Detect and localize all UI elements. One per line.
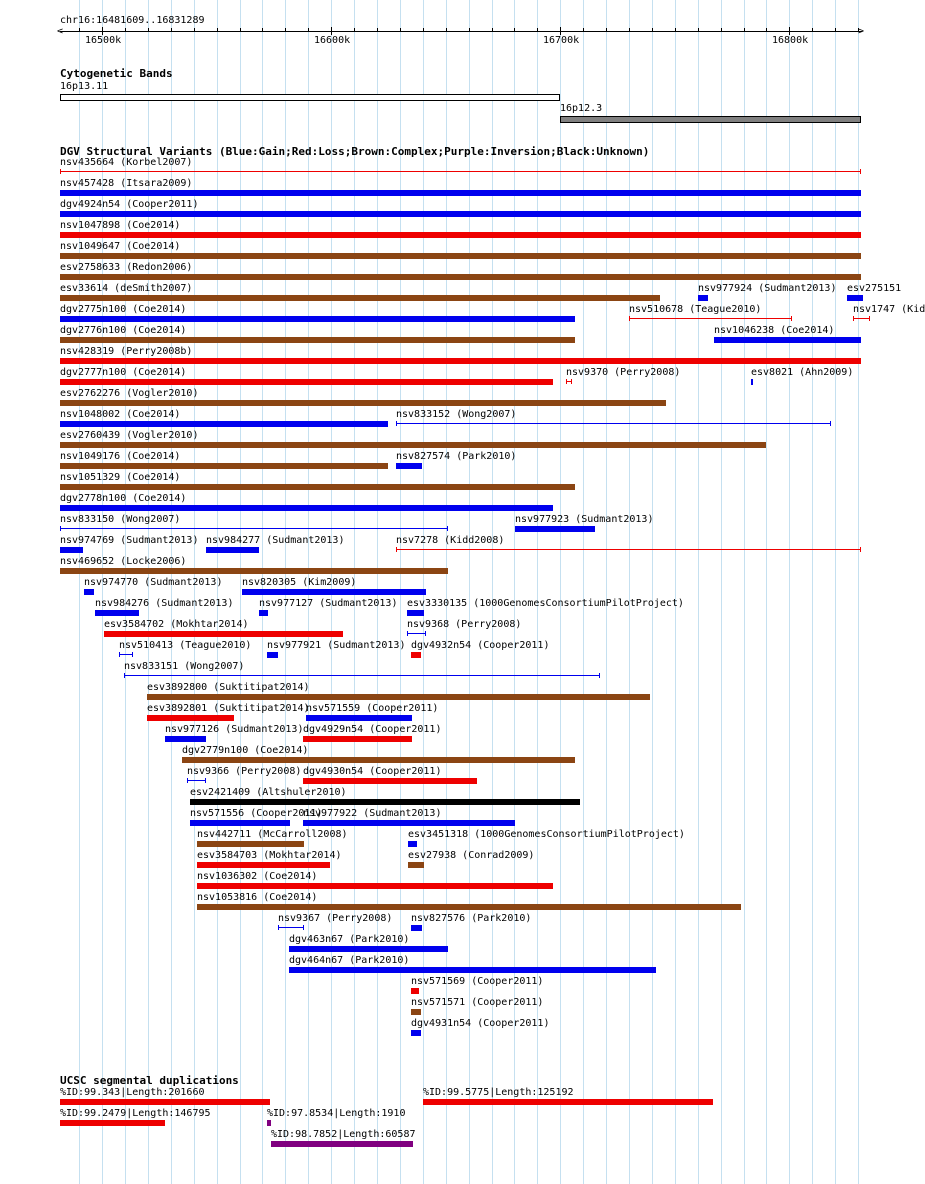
dgv-label: dgv2775n100 (Coe2014) [60,304,187,315]
dgv-feature[interactable] [259,610,268,616]
dgv-feature[interactable] [60,253,861,259]
dgv-feature[interactable] [60,211,861,217]
dgv-feature[interactable] [147,715,234,721]
segdup-label: %ID:97.8534|Length:1910 [267,1108,406,1119]
dgv-feature-cap [599,673,600,678]
gridline [721,0,722,1184]
ruler-tick-label: 16700k [543,35,580,46]
dgv-label: dgv4932n54 (Cooper2011) [411,640,550,651]
ruler-minor-tick [744,28,745,31]
ruler-minor-tick [240,28,241,31]
dgv-feature[interactable] [84,589,94,595]
dgv-label: nsv9366 (Perry2008) [187,766,302,777]
dgv-label: dgv4931n54 (Cooper2011) [411,1018,550,1029]
cytoband-block[interactable] [60,94,560,101]
dgv-feature[interactable] [60,358,861,364]
gridline [812,0,813,1184]
dgv-feature[interactable] [303,736,412,742]
dgv-feature[interactable] [60,484,575,490]
dgv-feature[interactable] [104,631,343,637]
dgv-feature-cap [60,169,61,174]
dgv-feature[interactable] [411,652,421,658]
dgv-label: nsv1036302 (Coe2014) [197,871,318,882]
dgv-label: nsv820305 (Kim2009) [242,577,357,588]
ruler-minor-tick [514,28,515,31]
dgv-feature[interactable] [60,505,553,511]
dgv-label: esv2421409 (Altshuler2010) [190,787,347,798]
dgv-feature[interactable] [714,337,861,343]
dgv-feature[interactable] [289,946,448,952]
ruler-minor-tick [423,28,424,31]
dgv-label: nsv1048002 (Coe2014) [60,409,181,420]
ruler-minor-tick [652,28,653,31]
ruler-minor-tick [766,28,767,31]
dgv-feature[interactable] [407,610,424,616]
ruler-minor-tick [285,28,286,31]
dgv-label: esv27938 (Conrad2009) [408,850,535,861]
dgv-label: nsv1049647 (Coe2014) [60,241,181,252]
dgv-feature[interactable] [303,820,515,826]
gridline [606,0,607,1184]
dgv-label: dgv463n67 (Park2010) [289,934,410,945]
gridline [652,0,653,1184]
dgv-label: nsv974769 (Sudmant2013) [60,535,199,546]
dgv-label: esv3451318 (1000GenomesConsortiumPilotProject) [408,829,685,840]
dgv-feature[interactable] [190,799,580,805]
dgv-label: dgv2776n100 (Coe2014) [60,325,187,336]
gridline [240,0,241,1184]
dgv-feature[interactable] [60,463,388,469]
dgv-label: nsv442711 (McCarroll2008) [197,829,348,840]
dgv-label: nsv1049176 (Coe2014) [60,451,181,462]
gridline [583,0,584,1184]
dgv-label: nsv571569 (Cooper2011) [411,976,544,987]
dgv-feature-cap [205,778,206,783]
dgv-feature[interactable] [411,1009,421,1015]
dgv-label: dgv4924n54 (Cooper2011) [60,199,199,210]
dgv-feature-cap [566,379,567,384]
dgv-feature[interactable] [60,528,448,529]
dgv-feature[interactable] [411,988,419,994]
dgv-feature[interactable] [60,442,766,448]
segdup-feature[interactable] [60,1099,270,1105]
ruler-arrow: > [858,26,865,37]
dgv-feature[interactable] [197,883,553,889]
ruler-minor-tick [835,28,836,31]
dgv-feature[interactable] [60,547,83,553]
gridline [744,0,745,1184]
dgv-label: nsv984276 (Sudmant2013) [95,598,234,609]
dgv-feature[interactable] [751,379,753,385]
dgv-label: nsv1047898 (Coe2014) [60,220,181,231]
dgv-label: nsv827574 (Park2010) [396,451,517,462]
dgv-feature[interactable] [306,715,412,721]
dgv-feature-cap [853,316,854,321]
dgv-feature-cap [187,778,188,783]
gridline [766,0,767,1184]
dgv-feature[interactable] [698,295,708,301]
ruler-minor-tick [492,28,493,31]
dgv-label: nsv9368 (Perry2008) [407,619,522,630]
ruler-major-tick [560,27,561,35]
dgv-feature[interactable] [408,841,417,847]
dgv-feature-cap [860,169,861,174]
dgv-feature[interactable] [197,841,304,847]
dgv-feature-cap [407,631,408,636]
ruler-major-tick [102,27,103,35]
dgv-label: nsv469652 (Locke2006) [60,556,187,567]
dgv-feature[interactable] [190,820,290,826]
dgv-feature[interactable] [411,925,422,931]
dgv-feature-cap [830,421,831,426]
ruler-minor-tick [377,28,378,31]
dgv-label: esv2760439 (Vogler2010) [60,430,199,441]
ruler-minor-tick [354,28,355,31]
dgv-label: nsv1747 (Kid [853,304,925,315]
dgv-label: nsv510678 (Teague2010) [629,304,762,315]
dgv-feature[interactable] [289,967,656,973]
dgv-label: esv3892801 (Suktitipat2014) [147,703,310,714]
ruler-minor-tick [262,28,263,31]
segdup-feature[interactable] [423,1099,713,1105]
ruler-minor-tick [125,28,126,31]
dgv-label: esv3584702 (Mokhtar2014) [104,619,249,630]
ruler-minor-tick [79,28,80,31]
dgv-feature[interactable] [60,379,553,385]
dgv-feature-cap [571,379,572,384]
dgv-feature-cap [629,316,630,321]
ruler-minor-tick [606,28,607,31]
dgv-label: nsv833152 (Wong2007) [396,409,517,420]
ruler-minor-tick [721,28,722,31]
dgv-label: esv2758633 (Redon2006) [60,262,193,273]
dgv-label: esv275151 [847,283,902,294]
dgv-label: nsv1051329 (Coe2014) [60,472,181,483]
dgv-label: nsv833150 (Wong2007) [60,514,181,525]
dgv-label: dgv464n67 (Park2010) [289,955,410,966]
ruler-major-tick [789,27,790,35]
segdup-feature[interactable] [271,1141,413,1147]
gridline [789,0,790,1184]
dgv-label: nsv571571 (Cooper2011) [411,997,544,1008]
ruler-minor-tick [583,28,584,31]
dgv-label: nsv428319 (Perry2008b) [60,346,193,357]
dgv-label: esv3892800 (Suktitipat2014) [147,682,310,693]
dgv-feature[interactable] [206,547,259,553]
dgv-label: dgv2779n100 (Coe2014) [182,745,309,756]
dgv-feature[interactable] [95,610,139,616]
segdup-track-title: UCSC segmental duplications [60,1074,239,1087]
dgv-label: nsv977127 (Sudmant2013) [259,598,398,609]
dgv-feature[interactable] [847,295,863,301]
segdup-label: %ID:99.2479|Length:146795 [60,1108,211,1119]
dgv-feature-cap [124,673,125,678]
dgv-feature[interactable] [411,1030,421,1036]
dgv-feature[interactable] [165,736,206,742]
dgv-label: dgv4930n54 (Cooper2011) [303,766,442,777]
gridline [698,0,699,1184]
dgv-feature[interactable] [278,927,304,928]
dgv-label: nsv1053816 (Coe2014) [197,892,318,903]
cytoband-track-title: Cytogenetic Bands [60,67,173,80]
ruler-tick-label: 16500k [85,35,122,46]
ruler-tick-label: 16600k [314,35,351,46]
dgv-label: esv3330135 (1000GenomesConsortiumPilotProject) [407,598,684,609]
dgv-label: dgv4929n54 (Cooper2011) [303,724,442,735]
ruler-minor-tick [217,28,218,31]
dgv-feature[interactable] [60,421,388,427]
gridline [560,0,561,1184]
segdup-label: %ID:99.343|Length:201660 [60,1087,205,1098]
dgv-label: nsv571556 (Cooper2011) [190,808,323,819]
dgv-feature-cap [860,547,861,552]
ruler-range-label: chr16:16481609..16831289 [60,15,205,26]
dgv-label: nsv435664 (Korbel2007) [60,157,193,168]
dgv-feature[interactable] [187,780,206,781]
segdup-label: %ID:99.5775|Length:125192 [423,1087,574,1098]
dgv-feature[interactable] [396,549,861,550]
dgv-feature-cap [278,925,279,930]
dgv-feature[interactable] [303,778,477,784]
dgv-feature-cap [396,547,397,552]
dgv-label: nsv833151 (Wong2007) [124,661,245,672]
dgv-feature-cap [791,316,792,321]
dgv-feature[interactable] [60,190,861,196]
dgv-feature[interactable] [147,694,650,700]
gridline [194,0,195,1184]
ruler-axis [60,31,862,32]
ruler-arrow: < [57,26,64,37]
dgv-label: nsv984277 (Sudmant2013) [206,535,345,546]
dgv-feature[interactable] [60,316,575,322]
dgv-track-title: DGV Structural Variants (Blue:Gain;Red:Loss;Brown:Complex;Purple:Inversion;Black:Unknown) [60,145,650,158]
dgv-feature[interactable] [197,904,741,910]
dgv-label: nsv1046238 (Coe2014) [714,325,835,336]
segdup-feature[interactable] [267,1120,271,1126]
ruler-minor-tick [537,28,538,31]
dgv-feature-cap [869,316,870,321]
dgv-label: nsv510413 (Teague2010) [119,640,252,651]
dgv-feature[interactable] [515,526,595,532]
dgv-label: dgv2777n100 (Coe2014) [60,367,187,378]
dgv-label: nsv977922 (Sudmant2013) [303,808,442,819]
gridline [217,0,218,1184]
cytoband-label: 16p13.11 [60,81,109,92]
gridline [629,0,630,1184]
dgv-feature[interactable] [242,589,426,595]
dgv-label: dgv2778n100 (Coe2014) [60,493,187,504]
dgv-feature[interactable] [267,652,278,658]
dgv-label: nsv457428 (Itsara2009) [60,178,193,189]
ruler-minor-tick [148,28,149,31]
ruler-minor-tick [171,28,172,31]
ruler-major-tick [331,27,332,35]
dgv-feature[interactable] [407,633,426,634]
ruler-minor-tick [675,28,676,31]
ruler-minor-tick [469,28,470,31]
dgv-feature[interactable] [396,423,831,424]
dgv-feature[interactable] [60,274,861,280]
segdup-feature[interactable] [60,1120,165,1126]
dgv-feature[interactable] [629,318,792,319]
dgv-label: nsv977923 (Sudmant2013) [515,514,654,525]
dgv-feature[interactable] [853,318,870,319]
cytoband-label: 16p12.3 [560,103,603,114]
dgv-label: esv8021 (Ahn2009) [751,367,854,378]
dgv-feature-cap [60,526,61,531]
dgv-feature-cap [303,925,304,930]
ruler-minor-tick [308,28,309,31]
ruler-minor-tick [400,28,401,31]
dgv-label: esv33614 (deSmith2007) [60,283,193,294]
dgv-feature-cap [447,526,448,531]
dgv-label: esv2762276 (Vogler2010) [60,388,199,399]
ruler-minor-tick [194,28,195,31]
gridline [858,0,859,1184]
dgv-label: nsv9367 (Perry2008) [278,913,393,924]
segdup-label: %ID:98.7852|Length:60587 [271,1129,416,1140]
dgv-label: nsv977921 (Sudmant2013) [267,640,406,651]
dgv-feature[interactable] [60,232,861,238]
dgv-feature[interactable] [60,400,666,406]
dgv-feature[interactable] [124,675,600,676]
dgv-label: nsv977924 (Sudmant2013) [698,283,837,294]
cytoband-block[interactable] [560,116,861,123]
dgv-feature[interactable] [60,568,448,574]
dgv-label: nsv7278 (Kidd2008) [396,535,505,546]
dgv-feature-cap [396,421,397,426]
ruler-minor-tick [629,28,630,31]
dgv-feature[interactable] [396,463,422,469]
dgv-feature-cap [132,652,133,657]
dgv-feature[interactable] [60,295,660,301]
dgv-label: nsv571559 (Cooper2011) [306,703,439,714]
dgv-label: nsv974770 (Sudmant2013) [84,577,223,588]
dgv-label: esv3584703 (Mokhtar2014) [197,850,342,861]
dgv-feature[interactable] [408,862,424,868]
dgv-feature[interactable] [60,171,861,172]
gridline [835,0,836,1184]
dgv-label: nsv827576 (Park2010) [411,913,532,924]
gridline [675,0,676,1184]
ruler-minor-tick [446,28,447,31]
ruler-minor-tick [698,28,699,31]
dgv-feature-cap [119,652,120,657]
dgv-feature-cap [425,631,426,636]
dgv-label: nsv9370 (Perry2008) [566,367,681,378]
dgv-feature[interactable] [119,654,133,655]
dgv-feature[interactable] [197,862,330,868]
dgv-label: nsv977126 (Sudmant2013) [165,724,304,735]
dgv-feature[interactable] [60,337,575,343]
ruler-tick-label: 16800k [772,35,809,46]
dgv-feature[interactable] [182,757,575,763]
ruler-minor-tick [812,28,813,31]
